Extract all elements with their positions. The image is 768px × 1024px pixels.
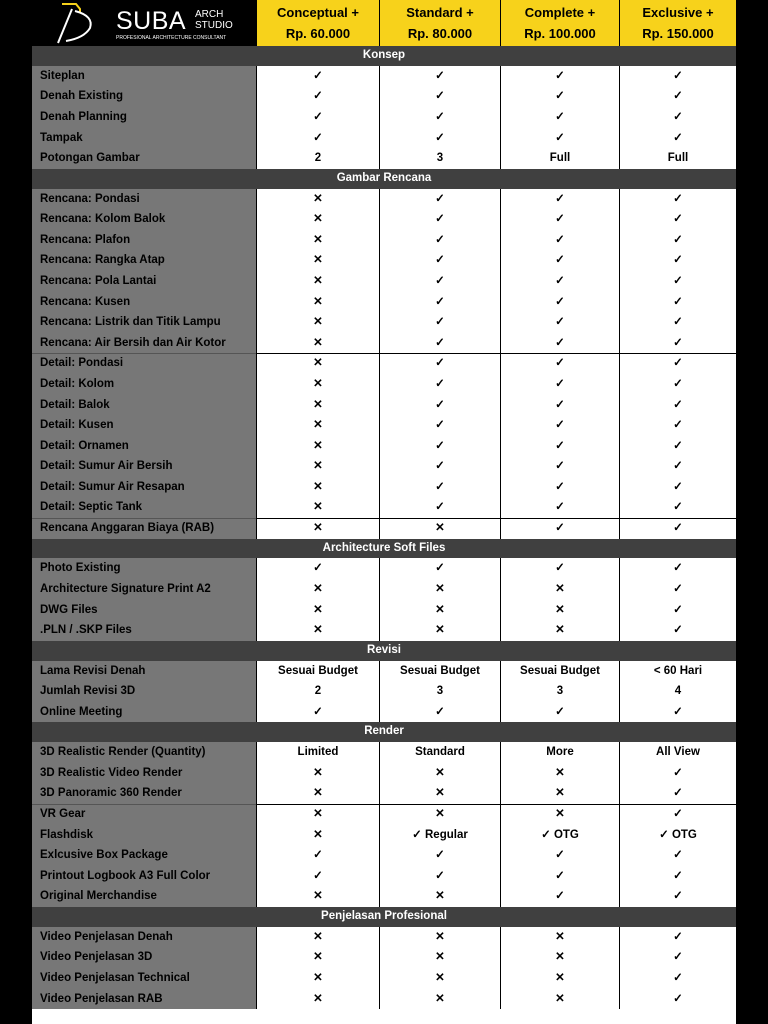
table-row <box>32 189 736 210</box>
table-row <box>32 497 736 518</box>
table-row <box>32 579 736 600</box>
check-icon: ✓ <box>500 436 619 457</box>
table-row <box>32 353 736 374</box>
check-icon: ✓ <box>379 353 500 374</box>
check-icon: ✓ <box>619 374 736 395</box>
check-icon: ✓ <box>500 86 619 107</box>
cross-icon: ✕ <box>379 989 500 1010</box>
package-name: Conceptual + <box>277 5 359 20</box>
cross-icon: ✕ <box>256 600 379 621</box>
value-cell: Full <box>619 148 736 169</box>
cross-icon: ✕ <box>256 415 379 436</box>
check-icon: ✓ <box>619 477 736 498</box>
value-cell: Full <box>500 148 619 169</box>
check-icon: ✓ <box>500 353 619 374</box>
feature-label: Rencana: Plafon <box>32 230 256 251</box>
feature-label: Rencana: Pola Lantai <box>32 271 256 292</box>
cross-icon: ✕ <box>379 518 500 539</box>
value-cell: ✓ OTG <box>500 825 619 846</box>
value-cell: 3 <box>500 681 619 702</box>
cross-icon: ✕ <box>256 477 379 498</box>
check-icon: ✓ <box>619 518 736 539</box>
feature-label: Architecture Signature Print A2 <box>32 579 256 600</box>
value-cell: Standard <box>379 742 500 763</box>
check-icon: ✓ <box>379 292 500 313</box>
cross-icon: ✕ <box>256 395 379 416</box>
check-icon: ✓ <box>619 271 736 292</box>
check-icon: ✓ <box>379 66 500 87</box>
check-icon: ✓ <box>500 189 619 210</box>
check-icon: ✓ <box>619 989 736 1010</box>
table-row <box>32 518 736 539</box>
check-icon: ✓ <box>619 783 736 804</box>
section-header: Architecture Soft Files <box>32 539 736 559</box>
feature-label: Video Penjelasan 3D <box>32 947 256 968</box>
check-icon: ✓ <box>379 230 500 251</box>
feature-label: Detail: Balok <box>32 395 256 416</box>
feature-label: Flashdisk <box>32 825 256 846</box>
cross-icon: ✕ <box>379 804 500 825</box>
cross-icon: ✕ <box>256 763 379 784</box>
check-icon: ✓ <box>500 477 619 498</box>
check-icon: ✓ <box>500 558 619 579</box>
cross-icon: ✕ <box>256 333 379 354</box>
check-icon: ✓ <box>619 250 736 271</box>
check-icon: ✓ <box>500 374 619 395</box>
check-icon: ✓ <box>619 620 736 641</box>
feature-label: Video Penjelasan Denah <box>32 927 256 948</box>
check-icon: ✓ <box>619 558 736 579</box>
check-icon: ✓ <box>500 292 619 313</box>
feature-label: Siteplan <box>32 66 256 87</box>
check-icon: ✓ <box>619 189 736 210</box>
feature-label: Lama Revisi Denah <box>32 661 256 682</box>
check-icon: ✓ <box>379 866 500 887</box>
section-header: Render <box>32 722 736 742</box>
check-icon: ✓ <box>619 456 736 477</box>
check-icon: ✓ <box>500 271 619 292</box>
cross-icon: ✕ <box>256 209 379 230</box>
value-cell: ✓ OTG <box>619 825 736 846</box>
package-name: Complete + <box>524 5 596 20</box>
table-row <box>32 107 736 128</box>
table-row <box>32 271 736 292</box>
check-icon: ✓ <box>619 968 736 989</box>
package-complete <box>500 0 619 46</box>
table-row <box>32 66 736 87</box>
feature-label: Photo Existing <box>32 558 256 579</box>
package-conceptual <box>256 0 379 46</box>
table-row <box>32 886 736 907</box>
check-icon: ✓ <box>379 436 500 457</box>
check-icon: ✓ <box>500 250 619 271</box>
check-icon: ✓ <box>379 456 500 477</box>
feature-label: Tampak <box>32 128 256 149</box>
feature-label: Detail: Kusen <box>32 415 256 436</box>
table-row <box>32 415 736 436</box>
package-standard <box>379 0 500 46</box>
check-icon: ✓ <box>619 333 736 354</box>
check-icon: ✓ <box>619 763 736 784</box>
cross-icon: ✕ <box>256 250 379 271</box>
cross-icon: ✕ <box>256 927 379 948</box>
cross-icon: ✕ <box>379 968 500 989</box>
table-row <box>32 968 736 989</box>
check-icon: ✓ <box>379 86 500 107</box>
cross-icon: ✕ <box>500 804 619 825</box>
brand-studio: STUDIO <box>195 20 233 31</box>
cross-icon: ✕ <box>379 600 500 621</box>
brand-arch: ARCH <box>195 9 224 20</box>
check-icon: ✓ <box>500 230 619 251</box>
check-icon: ✓ <box>619 128 736 149</box>
value-cell: 3 <box>379 681 500 702</box>
table-row <box>32 947 736 968</box>
feature-label: Rencana: Listrik dan Titik Lampu <box>32 312 256 333</box>
package-exclusive <box>619 0 736 46</box>
cross-icon: ✕ <box>500 947 619 968</box>
value-cell: All View <box>619 742 736 763</box>
check-icon: ✓ <box>379 374 500 395</box>
check-icon: ✓ <box>256 866 379 887</box>
cross-icon: ✕ <box>379 579 500 600</box>
check-icon: ✓ <box>619 86 736 107</box>
cross-icon: ✕ <box>500 579 619 600</box>
value-cell: Sesuai Budget <box>256 661 379 682</box>
check-icon: ✓ <box>256 66 379 87</box>
cross-icon: ✕ <box>500 620 619 641</box>
cross-icon: ✕ <box>256 271 379 292</box>
feature-label: Rencana: Pondasi <box>32 189 256 210</box>
section-header: Revisi <box>32 641 736 661</box>
check-icon: ✓ <box>619 600 736 621</box>
package-price: Rp. 60.000 <box>285 26 351 41</box>
check-icon: ✓ <box>256 845 379 866</box>
check-icon: ✓ <box>500 333 619 354</box>
check-icon: ✓ <box>619 209 736 230</box>
value-cell: ✓ Regular <box>379 825 500 846</box>
table-row <box>32 763 736 784</box>
cross-icon: ✕ <box>379 763 500 784</box>
table-row <box>32 600 736 621</box>
cross-icon: ✕ <box>256 456 379 477</box>
table-row <box>32 312 736 333</box>
value-cell: 4 <box>619 681 736 702</box>
cross-icon: ✕ <box>500 989 619 1010</box>
check-icon: ✓ <box>379 415 500 436</box>
feature-label: Rencana: Air Bersih dan Air Kotor <box>32 333 256 354</box>
check-icon: ✓ <box>500 518 619 539</box>
feature-label: .PLN / .SKP Files <box>32 620 256 641</box>
table-row <box>32 128 736 149</box>
cross-icon: ✕ <box>500 600 619 621</box>
check-icon: ✓ <box>619 702 736 723</box>
feature-label: Detail: Ornamen <box>32 436 256 457</box>
package-name: Standard + <box>406 5 474 20</box>
table-row <box>32 230 736 251</box>
check-icon: ✓ <box>256 702 379 723</box>
cross-icon: ✕ <box>256 783 379 804</box>
check-icon: ✓ <box>619 579 736 600</box>
feature-label: Potongan Gambar <box>32 148 256 169</box>
feature-label: DWG Files <box>32 600 256 621</box>
check-icon: ✓ <box>619 436 736 457</box>
table-row <box>32 845 736 866</box>
feature-label: Detail: Septic Tank <box>32 497 256 518</box>
check-icon: ✓ <box>379 333 500 354</box>
check-icon: ✓ <box>379 477 500 498</box>
table-row <box>32 395 736 416</box>
check-icon: ✓ <box>379 497 500 518</box>
pricing-table <box>32 0 736 1024</box>
cross-icon: ✕ <box>379 927 500 948</box>
feature-label: Original Merchandise <box>32 886 256 907</box>
section-header: Penjelasan Profesional <box>32 907 736 927</box>
cross-icon: ✕ <box>379 886 500 907</box>
check-icon: ✓ <box>619 927 736 948</box>
cross-icon: ✕ <box>256 436 379 457</box>
value-cell: 2 <box>256 681 379 702</box>
check-icon: ✓ <box>619 497 736 518</box>
check-icon: ✓ <box>619 312 736 333</box>
table-row <box>32 702 736 723</box>
table-row <box>32 148 736 169</box>
table-row <box>32 436 736 457</box>
cross-icon: ✕ <box>256 886 379 907</box>
check-icon: ✓ <box>500 456 619 477</box>
check-icon: ✓ <box>619 292 736 313</box>
table-row <box>32 661 736 682</box>
table-row <box>32 804 736 825</box>
check-icon: ✓ <box>619 66 736 87</box>
cross-icon: ✕ <box>379 947 500 968</box>
check-icon: ✓ <box>619 947 736 968</box>
check-icon: ✓ <box>500 395 619 416</box>
cross-icon: ✕ <box>500 927 619 948</box>
check-icon: ✓ <box>619 866 736 887</box>
value-cell: 3 <box>379 148 500 169</box>
check-icon: ✓ <box>619 353 736 374</box>
table-row <box>32 86 736 107</box>
table-row <box>32 558 736 579</box>
suba-logo <box>32 0 256 46</box>
table-row <box>32 620 736 641</box>
check-icon: ✓ <box>619 845 736 866</box>
cross-icon: ✕ <box>500 968 619 989</box>
value-cell: Sesuai Budget <box>379 661 500 682</box>
table-row <box>32 333 736 354</box>
cross-icon: ✕ <box>256 968 379 989</box>
cross-icon: ✕ <box>256 312 379 333</box>
feature-label: 3D Realistic Video Render <box>32 763 256 784</box>
check-icon: ✓ <box>379 271 500 292</box>
value-cell: More <box>500 742 619 763</box>
check-icon: ✓ <box>500 702 619 723</box>
table-row <box>32 742 736 763</box>
feature-label: Detail: Kolom <box>32 374 256 395</box>
check-icon: ✓ <box>379 107 500 128</box>
check-icon: ✓ <box>256 558 379 579</box>
check-icon: ✓ <box>379 250 500 271</box>
check-icon: ✓ <box>500 66 619 87</box>
cross-icon: ✕ <box>256 804 379 825</box>
table-body <box>32 46 736 1009</box>
cross-icon: ✕ <box>256 947 379 968</box>
check-icon: ✓ <box>500 845 619 866</box>
check-icon: ✓ <box>500 415 619 436</box>
value-cell: < 60 Hari <box>619 661 736 682</box>
value-cell: Limited <box>256 742 379 763</box>
package-price: Rp. 80.000 <box>407 26 473 41</box>
cross-icon: ✕ <box>256 292 379 313</box>
check-icon: ✓ <box>619 886 736 907</box>
check-icon: ✓ <box>379 702 500 723</box>
check-icon: ✓ <box>619 804 736 825</box>
check-icon: ✓ <box>500 886 619 907</box>
package-price: Rp. 150.000 <box>642 26 714 41</box>
feature-label: Rencana: Rangka Atap <box>32 250 256 271</box>
cross-icon: ✕ <box>256 825 379 846</box>
cross-icon: ✕ <box>500 783 619 804</box>
brand-name: SUBA <box>116 7 187 35</box>
package-price: Rp. 100.000 <box>524 26 596 41</box>
cross-icon: ✕ <box>256 518 379 539</box>
check-icon: ✓ <box>500 209 619 230</box>
feature-label: Online Meeting <box>32 702 256 723</box>
feature-label: Jumlah Revisi 3D <box>32 681 256 702</box>
cross-icon: ✕ <box>379 620 500 641</box>
table-row <box>32 927 736 948</box>
check-icon: ✓ <box>619 107 736 128</box>
feature-label: Denah Planning <box>32 107 256 128</box>
feature-label: 3D Panoramic 360 Render <box>32 783 256 804</box>
table-row <box>32 477 736 498</box>
cross-icon: ✕ <box>500 763 619 784</box>
check-icon: ✓ <box>379 209 500 230</box>
table-row <box>32 989 736 1010</box>
check-icon: ✓ <box>619 395 736 416</box>
check-icon: ✓ <box>619 230 736 251</box>
check-icon: ✓ <box>500 866 619 887</box>
table-header <box>32 0 736 46</box>
feature-label: Rencana Anggaran Biaya (RAB) <box>32 518 256 539</box>
table-row <box>32 292 736 313</box>
package-name: Exclusive + <box>642 5 714 20</box>
feature-label: Rencana: Kolom Balok <box>32 209 256 230</box>
check-icon: ✓ <box>379 189 500 210</box>
cross-icon: ✕ <box>256 989 379 1010</box>
table-row <box>32 209 736 230</box>
section-header: Konsep <box>32 46 736 66</box>
value-cell: 2 <box>256 148 379 169</box>
check-icon: ✓ <box>256 107 379 128</box>
check-icon: ✓ <box>619 415 736 436</box>
feature-label: Detail: Pondasi <box>32 353 256 374</box>
feature-label: Denah Existing <box>32 86 256 107</box>
check-icon: ✓ <box>379 558 500 579</box>
value-cell: Sesuai Budget <box>500 661 619 682</box>
cross-icon: ✕ <box>256 620 379 641</box>
brand-tagline: PROFESIONAL ARCHITECTURE CONSULTANT <box>116 35 227 41</box>
feature-label: Detail: Sumur Air Resapan <box>32 477 256 498</box>
feature-label: Rencana: Kusen <box>32 292 256 313</box>
feature-label: Printout Logbook A3 Full Color <box>32 866 256 887</box>
check-icon: ✓ <box>500 107 619 128</box>
feature-label: 3D Realistic Render (Quantity) <box>32 742 256 763</box>
check-icon: ✓ <box>500 497 619 518</box>
cross-icon: ✕ <box>256 579 379 600</box>
feature-label: Exlcusive Box Package <box>32 845 256 866</box>
check-icon: ✓ <box>500 312 619 333</box>
table-row <box>32 866 736 887</box>
table-row <box>32 825 736 846</box>
cross-icon: ✕ <box>379 783 500 804</box>
table-row <box>32 250 736 271</box>
check-icon: ✓ <box>500 128 619 149</box>
table-row <box>32 783 736 804</box>
feature-label: VR Gear <box>32 804 256 825</box>
check-icon: ✓ <box>256 86 379 107</box>
check-icon: ✓ <box>379 312 500 333</box>
feature-label: Detail: Sumur Air Bersih <box>32 456 256 477</box>
cross-icon: ✕ <box>256 374 379 395</box>
cross-icon: ✕ <box>256 230 379 251</box>
feature-label: Video Penjelasan Technical <box>32 968 256 989</box>
table-row <box>32 681 736 702</box>
cross-icon: ✕ <box>256 353 379 374</box>
table-row <box>32 456 736 477</box>
table-row <box>32 374 736 395</box>
section-header: Gambar Rencana <box>32 169 736 189</box>
check-icon: ✓ <box>379 128 500 149</box>
check-icon: ✓ <box>379 395 500 416</box>
cross-icon: ✕ <box>256 189 379 210</box>
cross-icon: ✕ <box>256 497 379 518</box>
check-icon: ✓ <box>379 845 500 866</box>
feature-label: Video Penjelasan RAB <box>32 989 256 1010</box>
check-icon: ✓ <box>256 128 379 149</box>
